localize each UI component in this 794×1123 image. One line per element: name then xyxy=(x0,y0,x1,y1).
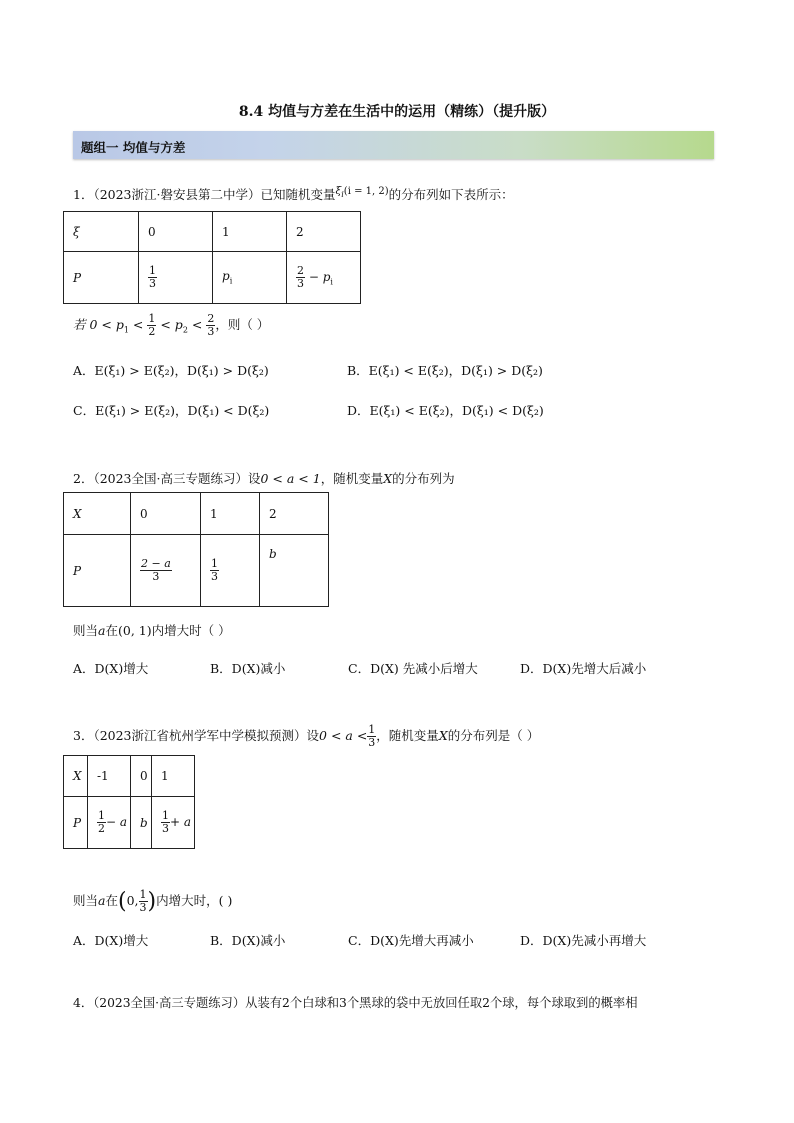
q4-stem: 4．（2023全国·高三专题练习）从装有2个白球和3个黑球的袋中无放回任取2个球，每个球取到的概率相 xyxy=(73,996,638,1010)
section-header-band xyxy=(73,131,714,159)
fraction: $\frac{2}{3}$ xyxy=(297,264,304,290)
q3-option-b[interactable]: B．D(X)减小 xyxy=(210,933,286,948)
q3-option-a[interactable]: A．D(X)增大 xyxy=(73,933,149,948)
q3-stem: 3．（2023浙江省杭州学军中学模拟预测）设0 < a < $\frac{1}{3}$ ，随机变量X的分布列是（ ） xyxy=(73,723,540,749)
section-header-label: 题组一 均值与方差 xyxy=(81,140,186,155)
q1-option-c[interactable]: C．E(ξ₁) > E(ξ₂)，D(ξ₁) < D(ξ₂) xyxy=(73,403,270,418)
q2-option-d[interactable]: D．D(X)先增大后减小 xyxy=(520,661,647,676)
q3-condition: 则当a在(0, $\frac{1}{3}$ )内增大时，( ) xyxy=(73,888,233,914)
q2-option-c[interactable]: C．D(X) 先减小后增大 xyxy=(348,661,478,676)
q2-condition: 则当a在(0, 1)内增大时（ ） xyxy=(73,623,231,638)
q2-option-a[interactable]: A．D(X)增大 xyxy=(73,661,149,676)
fraction: $\frac{1}{3}$ xyxy=(149,264,156,290)
q3-option-c[interactable]: C．D(X)先增大再减小 xyxy=(348,933,474,948)
q3-option-d[interactable]: D．D(X)先减小再增大 xyxy=(520,933,647,948)
q2-stem: 2．（2023全国·高三专题练习）设0 < a < 1，随机变量X的分布列为 xyxy=(73,471,455,486)
q1-option-b[interactable]: B．E(ξ₁) < E(ξ₂)，D(ξ₁) > D(ξ₂) xyxy=(347,363,543,378)
q2-distribution-table: X 0 1 2 P $\frac{2 - a}{3}$ $\frac{1}{3}$ b xyxy=(63,492,329,607)
q1-option-a[interactable]: A．E(ξ₁) > E(ξ₂)，D(ξ₁) > D(ξ₂) xyxy=(73,363,269,378)
q3-distribution-table: X -1 0 1 P $\frac{1}{2}$ − a b $\frac{1}{3}$ + a xyxy=(63,755,195,849)
q1-stem: 1．（2023浙江·磐安县第二中学）已知随机变量$^{\xi_i(i = 1, 2)}$的分布列如下表所示： xyxy=(73,185,514,203)
page-title: 8.4 均值与方差在生活中的运用（精练）（提升版） xyxy=(238,104,556,120)
q2-option-b[interactable]: B．D(X)减小 xyxy=(210,661,286,676)
q1-condition: 若 $0 < p_1$ < $\frac{1}{2}$ < $p_2$ < $\frac{2}{3}$ ，则（ ） xyxy=(73,312,270,338)
q1-distribution-table: ξ 0 1 2 P $\frac{1}{3}$ $p_i$ $\frac{2}{3}$ − $p_i$ xyxy=(63,211,361,304)
q1-option-d[interactable]: D．E(ξ₁) < E(ξ₂)，D(ξ₁) < D(ξ₂) xyxy=(347,403,544,418)
